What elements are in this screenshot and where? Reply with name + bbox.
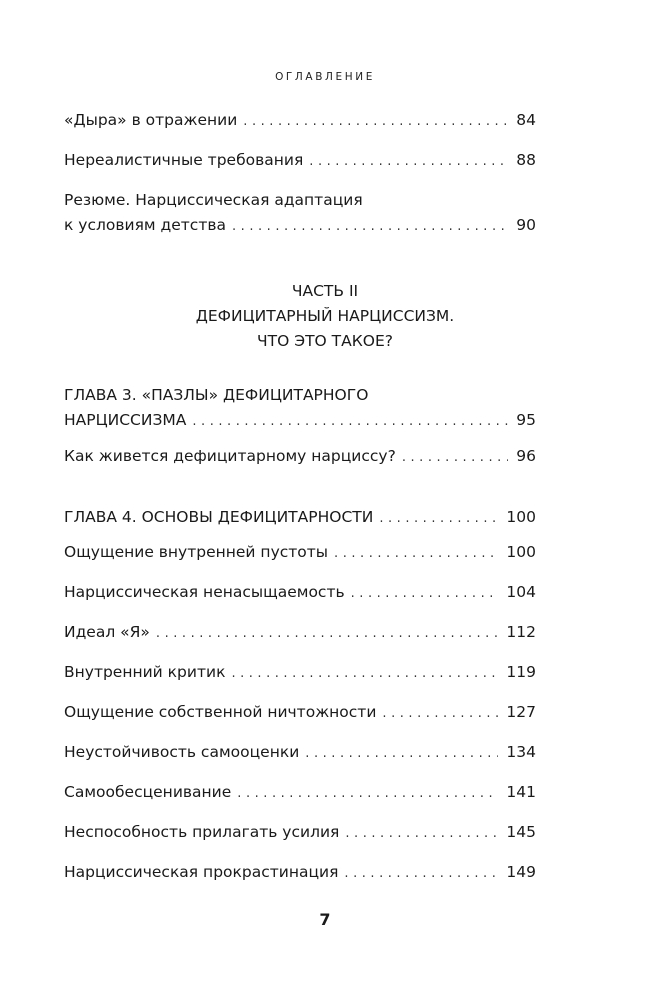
toc-entry-page: 104: [506, 583, 536, 601]
toc-entry-title: Внутренний критик: [64, 663, 226, 681]
toc-entry[interactable]: [64, 622, 536, 642]
dot-leader: [232, 217, 508, 235]
dot-leader: [309, 152, 508, 170]
toc-entry-title-line2: к условиям детства: [64, 216, 226, 234]
toc-entry-page: 112: [506, 623, 536, 641]
dot-leader: [192, 412, 508, 430]
dot-leader: [345, 824, 498, 842]
toc-entry-title: Нарциссическая прокрастинация: [64, 863, 339, 881]
toc-entry[interactable]: [64, 110, 536, 130]
toc-entry-page: 96: [516, 447, 536, 465]
toc-entry[interactable]: [64, 822, 536, 842]
toc-entry[interactable]: [64, 702, 536, 722]
dot-leader: [379, 509, 498, 527]
toc-entry-title: Неспособность прилагать усилия: [64, 823, 340, 841]
toc-entry-title: Ощущение собственной ничтожности: [64, 703, 377, 721]
dot-leader: [243, 112, 508, 130]
toc-entry[interactable]: [64, 542, 536, 562]
dot-leader: [156, 624, 498, 642]
toc-entry[interactable]: [64, 446, 536, 466]
dot-leader: [402, 448, 508, 466]
toc-entry-title: Самообесценивание: [64, 783, 232, 801]
toc-entry-page: 134: [506, 743, 536, 761]
dot-leader: [231, 664, 498, 682]
toc-entry-page: 149: [506, 863, 536, 881]
toc-entry-title: Нереалистичные требования: [64, 151, 304, 169]
dot-leader: [237, 784, 498, 802]
part-heading-number[interactable]: ЧАСТЬ II: [291, 282, 359, 300]
chapter-title-line1[interactable]: ГЛАВА 3. «ПАЗЛЫ» ДЕФИЦИТАРНОГО: [64, 386, 369, 404]
toc-entry[interactable]: [64, 662, 536, 682]
page-number: 7: [319, 910, 331, 929]
toc-entry-page: 145: [506, 823, 536, 841]
toc-entry[interactable]: [64, 582, 536, 602]
dot-leader: [344, 864, 498, 882]
chapter-title: ГЛАВА 4. ОСНОВЫ ДЕФИЦИТАРНОСТИ: [64, 508, 374, 526]
toc-entry[interactable]: [64, 782, 536, 802]
toc-entry-page: 90: [516, 216, 536, 234]
toc-entry-page: 119: [506, 663, 536, 681]
chapter-entry[interactable]: [64, 410, 536, 430]
toc-entry-title: «Дыра» в отражении: [64, 111, 238, 129]
toc-entry-title: Ощущение внутренней пустоты: [64, 543, 329, 561]
toc-entry-title: Нарциссическая ненасыщаемость: [64, 583, 345, 601]
toc-entry-title: Неустойчивость самооценки: [64, 743, 300, 761]
dot-leader: [305, 744, 498, 762]
chapter-page: 100: [506, 508, 536, 526]
toc-entry-page: 100: [506, 543, 536, 561]
toc-entry[interactable]: [64, 215, 536, 235]
dot-leader: [334, 544, 498, 562]
part-heading-subtitle[interactable]: ЧТО ЭТО ТАКОЕ?: [257, 332, 393, 350]
toc-entry-title-line1[interactable]: Резюме. Нарциссическая адаптация: [64, 191, 363, 209]
toc-entry[interactable]: [64, 742, 536, 762]
dot-leader: [351, 584, 499, 602]
toc-entry-page: 141: [506, 783, 536, 801]
toc-entry-page: 127: [506, 703, 536, 721]
toc-entry-page: 84: [516, 111, 536, 129]
toc-entry-page: 88: [516, 151, 536, 169]
chapter-entry[interactable]: [64, 507, 536, 527]
running-header: ОГЛАВЛЕНИЕ: [275, 71, 375, 83]
toc-entry-title: Идеал «Я»: [64, 623, 150, 641]
dot-leader: [382, 704, 498, 722]
toc-entry[interactable]: [64, 150, 536, 170]
part-heading-title[interactable]: ДЕФИЦИТАРНЫЙ НАРЦИССИЗМ.: [195, 307, 455, 325]
toc-entry[interactable]: [64, 862, 536, 882]
chapter-page: 95: [516, 411, 536, 429]
chapter-title-line2: НАРЦИССИЗМА: [64, 411, 187, 429]
toc-entry-title: Как живется дефицитарному нарциссу?: [64, 447, 396, 465]
